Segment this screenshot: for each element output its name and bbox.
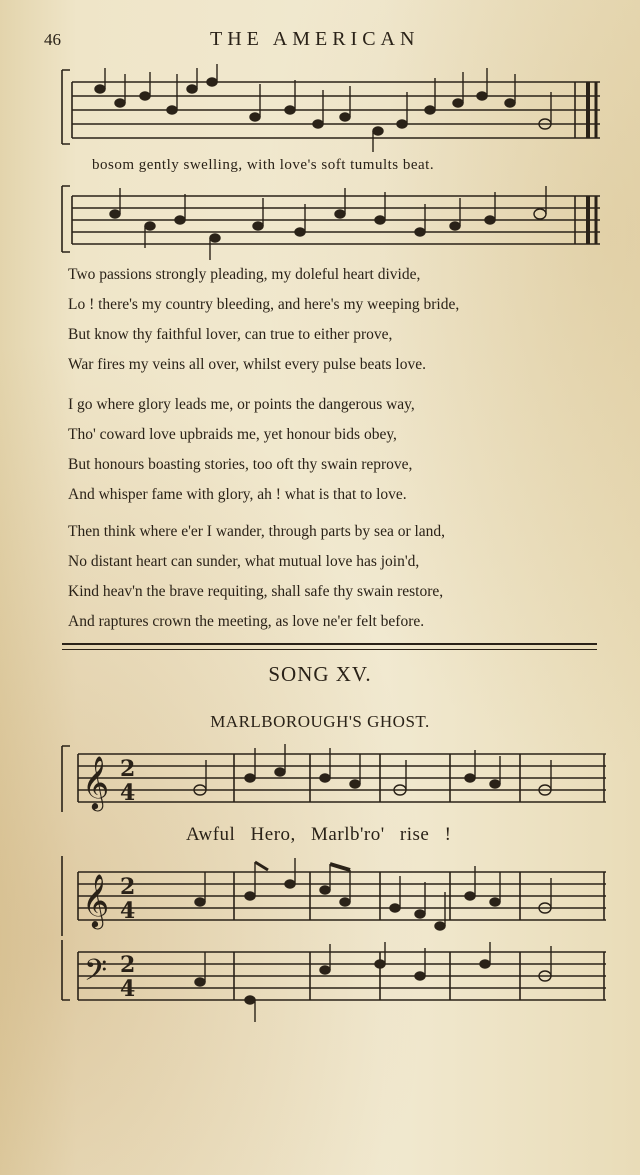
section-divider-thin [62, 649, 597, 650]
verse-line: I go where glory leads me, or points the dangerous way, [68, 396, 415, 413]
svg-text:4: 4 [120, 976, 136, 1002]
verse-line: Tho' coward love upbraids me, yet honour bids obey, [68, 426, 397, 443]
verse-line: But honours boasting stories, too oft thy swain reprove, [68, 456, 413, 473]
page-header [0, 26, 640, 56]
music-staff-lower-1 [0, 182, 640, 262]
svg-text:𝄞: 𝄞 [82, 873, 110, 927]
song-title: MARLBOROUGH'S GHOST. [210, 712, 430, 731]
svg-text:2: 2 [120, 756, 136, 782]
music-staff-treble-1 [0, 742, 640, 822]
verse-line: Kind heav'n the brave requiting, shall safe thy swain restore, [68, 583, 444, 600]
verse-line: And whisper fame with glory, ah ! what is that to love. [68, 486, 407, 503]
verse-line: No distant heart can sunder, what mutual love has join'd, [68, 553, 420, 570]
section-divider-thick [62, 643, 597, 645]
verse-line: But know thy faithful lover, can true to either prove, [68, 326, 393, 343]
svg-text:2: 2 [120, 874, 136, 900]
music-staff-treble-2 [0, 856, 640, 940]
svg-text:𝄢: 𝄢 [84, 954, 108, 995]
svg-text:4: 4 [120, 780, 136, 806]
verse-line: War fires my veins all over, whilst every pulse beats love. [68, 356, 426, 373]
verse-line: Then think where e'er I wander, through parts by sea or land, [68, 523, 446, 540]
music-lyric-1: bosom gently swelling, with love's soft tumults beat. [92, 157, 435, 173]
running-head: THE AMERICAN [210, 28, 420, 50]
page-number: 46 [44, 30, 61, 49]
verse-line: And raptures crown the meeting, as love ne'er felt before. [68, 613, 425, 630]
music-staff-bass [0, 940, 640, 1030]
music-lyric-2: Awful Hero, Marlb'ro' rise ! [186, 824, 452, 845]
verse-2 [68, 390, 588, 510]
song-number: SONG XV. [268, 662, 372, 686]
verse-line: Lo ! there's my country bleeding, and here's my weeping bride, [68, 296, 460, 313]
verse-line: Two passions strongly pleading, my doleful heart divide, [68, 266, 421, 283]
verse-1 [68, 260, 588, 380]
svg-text:2: 2 [120, 952, 136, 978]
music-staff-upper-1 [0, 62, 640, 152]
svg-text:4: 4 [120, 898, 136, 924]
svg-text:𝄞: 𝄞 [82, 755, 110, 809]
verse-3 [68, 517, 588, 637]
